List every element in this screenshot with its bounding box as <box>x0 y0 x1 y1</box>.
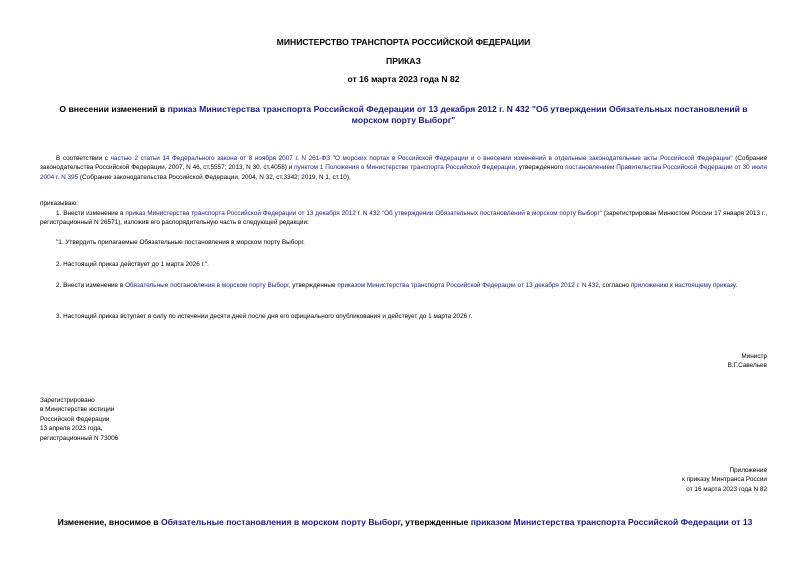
federal-law-link[interactable]: частью 2 статьи 14 Федерального закона от 8 ноября 2007 г. N 261-ФЗ "О морских портах в Российской Федерации и о внесении изменений в отдельные законодательные акты Российской Федерации" <box>110 155 733 162</box>
appendix-regulations-link[interactable]: Обязательные постановления в морском порту Выборг <box>160 517 401 527</box>
appendix-title-text-2: , утвержденные <box>400 517 471 527</box>
registration-line: Российской Федерации <box>40 415 110 423</box>
item-1-paragraph <box>40 209 767 228</box>
appendix-link[interactable]: приложению к настоящему приказу <box>630 282 736 289</box>
appendix-block <box>682 466 767 494</box>
item-1-text-2: (зарегистрирован Минюстом России 17 января 2013 г., регистрационный N 26571), изложив его распорядительную часть в следующей редакции: <box>40 210 768 227</box>
item-3-paragraph: 3. Настоящий приказ вступает в силу по истечении десяти дней после дня его официального опубликования и действует до 1 марта 2026 г. <box>56 313 473 320</box>
registration-line: в Министерстве юстиции <box>40 406 115 414</box>
preamble-text-1: В соответствии с <box>56 155 111 162</box>
doc-date-heading: от 16 марта 2023 года N 82 <box>347 74 460 84</box>
item-2-text-1: 2. Внести изменение в <box>56 282 126 289</box>
registration-block <box>40 396 118 443</box>
signature-position: Министр <box>741 353 767 360</box>
appendix-line: к приказу Минтранса России <box>682 476 767 484</box>
registration-line: регистрационный N 73006 <box>40 434 119 442</box>
quote-line-2: 2. Настоящий приказ действует до 1 марта 2026 г.". <box>56 261 209 268</box>
item-2-text-2: , утвержденные <box>288 282 338 289</box>
registration-line: Зарегистрировано <box>40 397 95 404</box>
regulations-link[interactable]: Обязательные постановления в морском порту Выборг <box>125 282 289 289</box>
doc-type-heading: ПРИКАЗ <box>386 56 421 66</box>
document-title <box>40 104 767 126</box>
preamble-text-4: (Собрание законодательства Российской Федерации, 2004, N 32, ст.3342; 2019, N 1, ст.10), <box>78 173 351 181</box>
signature-block <box>728 352 767 371</box>
appendix-order-link[interactable]: приказом Министерства транспорта Российской Федерации от 13 <box>470 517 753 527</box>
appendix-line: от 16 марта 2023 года N 82 <box>686 485 767 493</box>
item-1-order-link[interactable]: приказ Министерства транспорта Российской Федерации от 13 декабря 2012 г. N 432 "Об утверждении Обязательных постановлений в морском порту Выборг" <box>125 210 603 217</box>
order-432-link[interactable]: приказом Министерства транспорта Российской Федерации от 13 декабря 2012 г. N 432 <box>337 282 599 289</box>
preamble-text-3: , утвержденного <box>515 164 566 172</box>
ministry-heading: МИНИСТЕРСТВО ТРАНСПОРТА РОССИЙСКОЙ ФЕДЕРАЦИИ <box>276 37 531 47</box>
registration-line: 13 апреля 2023 года, <box>40 425 103 433</box>
title-order-link[interactable]: приказ Министерства транспорта Российской Федерации от 13 декабря 2012 г. N 432 "Об утверждении Обязательных постановлений в морском порту Выборг" <box>167 104 748 125</box>
appendix-title <box>40 517 770 527</box>
signature-name: В.Г.Савельев <box>727 362 767 370</box>
preamble-paragraph <box>40 154 767 182</box>
order-word: приказываю: <box>40 200 78 207</box>
appendix-title-text-1: Изменение, вносимое в <box>57 517 161 527</box>
quote-line-1: "1. Утвердить прилагаемые Обязательные постановления в морском порту Выборг. <box>56 239 305 246</box>
ministry-regulation-link[interactable]: пунктом 1 Положения о Министерстве транспорта Российской Федерации <box>294 164 516 172</box>
appendix-line: Приложение <box>729 467 767 474</box>
item-1-text-1: 1. Внести изменение в <box>56 210 126 217</box>
preamble-text-2: (Собрание законодательства Российской Федерации, 2007, N 46, ст.5557; 2013, N 30, ст.4058) и <box>40 155 768 172</box>
item-2-text-4: . <box>735 282 738 289</box>
title-prefix: О внесении изменений в <box>59 104 168 114</box>
item-2-paragraph <box>40 281 767 290</box>
government-decree-link[interactable]: постановлением Правительства Российской Федерации от 30 июля 2004 г. N 395 <box>40 164 767 181</box>
item-2-text-3: , согласно <box>598 282 631 289</box>
